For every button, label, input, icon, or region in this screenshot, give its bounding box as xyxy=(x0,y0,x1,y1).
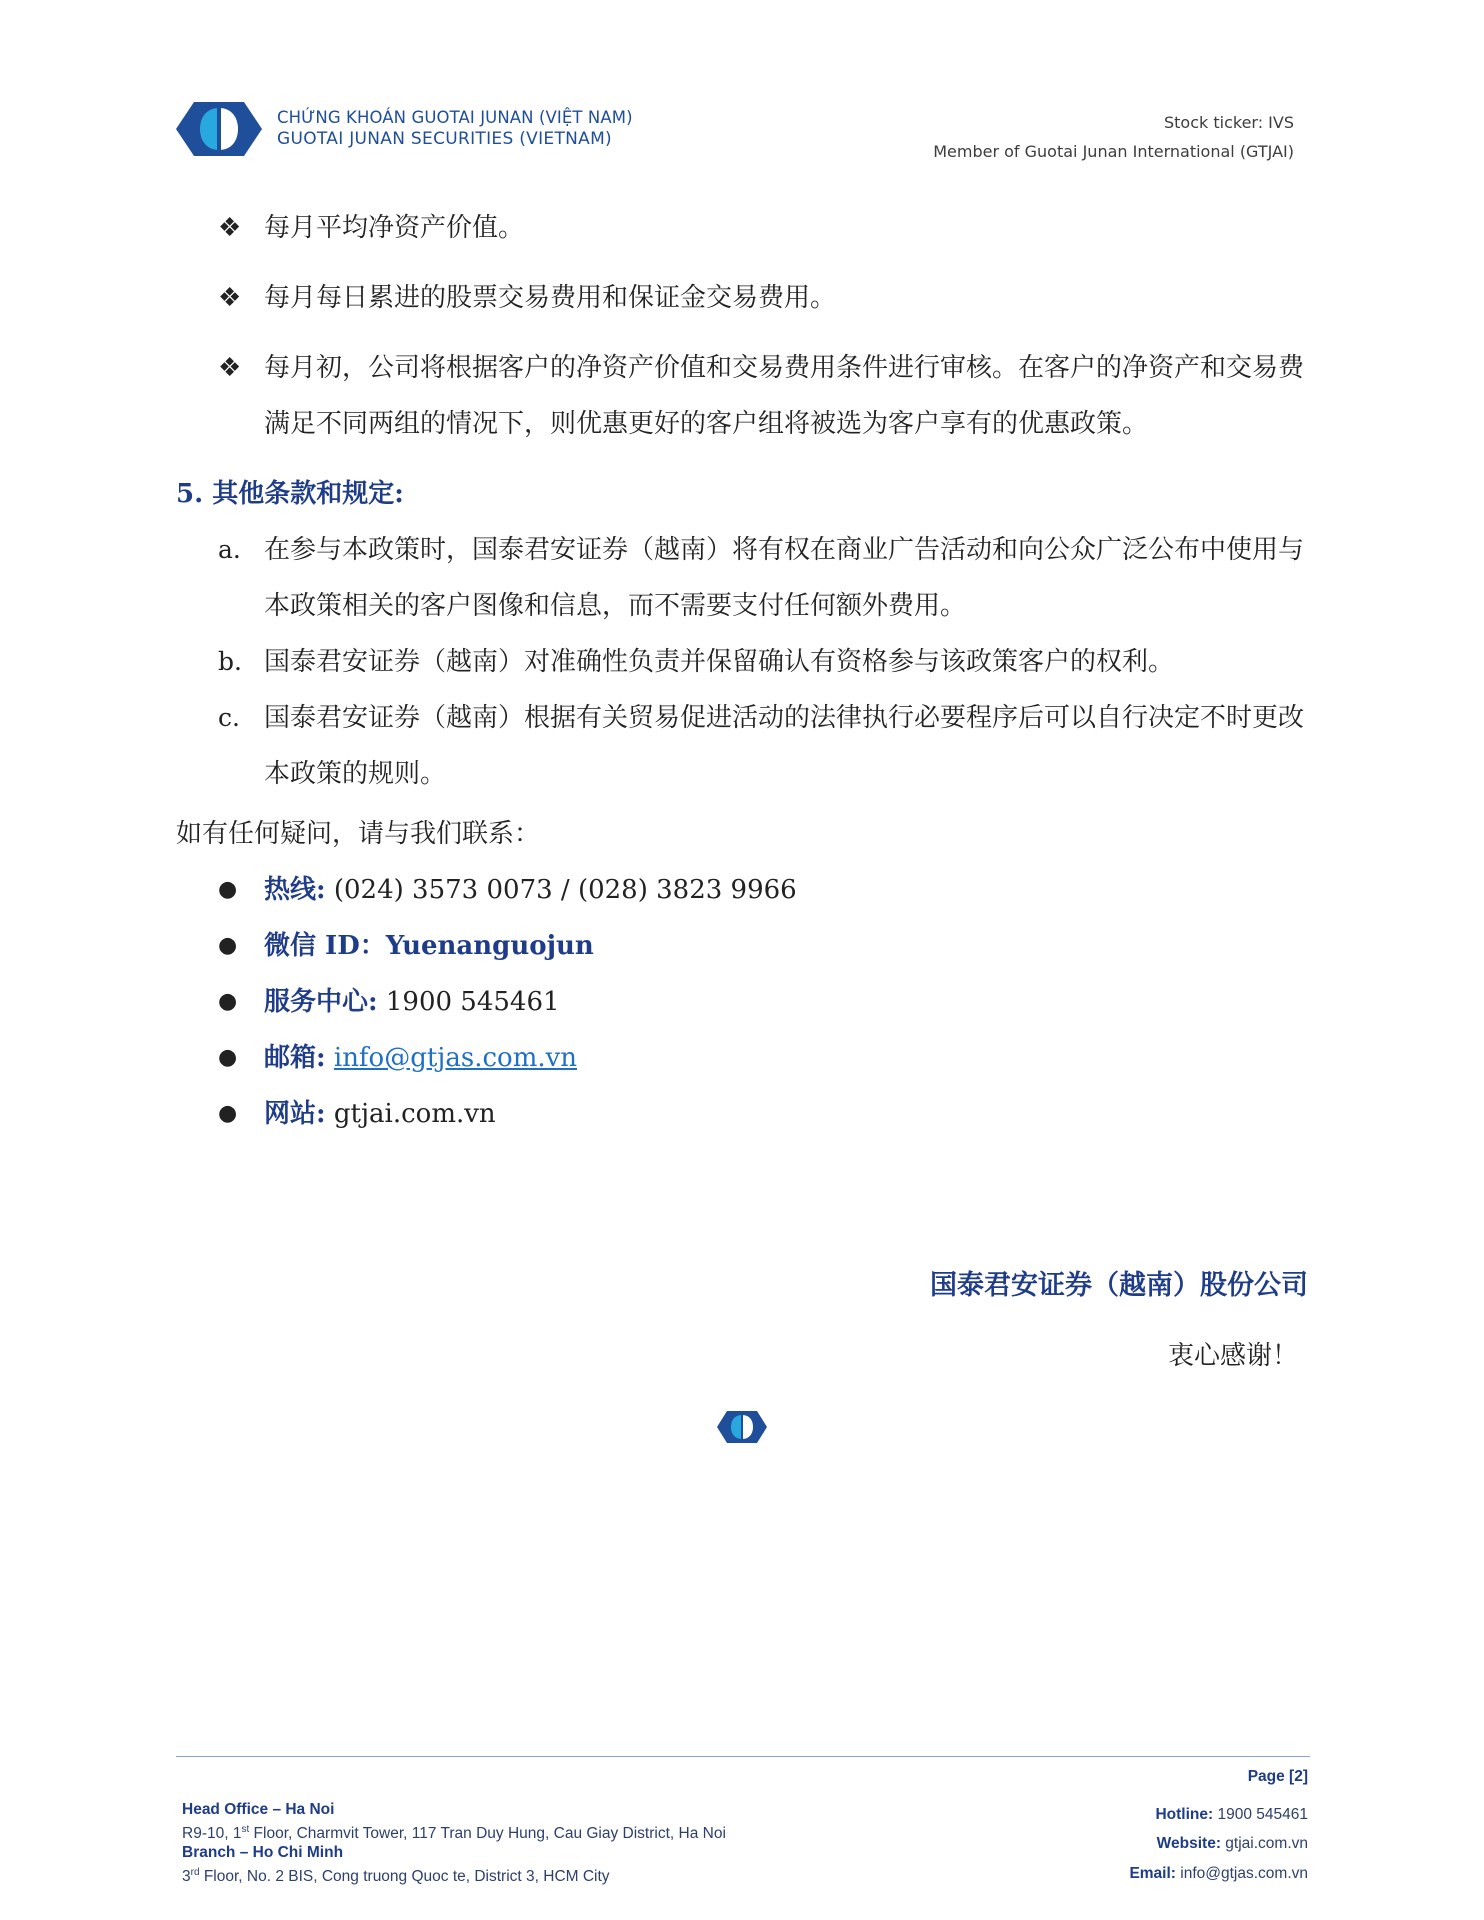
terms-text: 国泰君安证券（越南）根据有关贸易促进活动的法律执行必要程序后可以自行决定不时更改本政策的规则。 xyxy=(264,703,1305,789)
contact-item-website xyxy=(176,1086,1310,1142)
bullet-dot-icon: ● xyxy=(218,989,238,1014)
company-name-vn: CHỨNG KHOÁN GUOTAI JUNAN (VIỆT NAM) xyxy=(277,108,633,127)
branch-address: 3rd Floor, No. 2 BIS, Cong truong Quoc te, District 3, HCM City xyxy=(182,1866,610,1885)
terms-item xyxy=(176,522,1310,634)
signature-company: 国泰君安证券（越南）股份公司 xyxy=(930,1270,1308,1301)
email-link[interactable]: info@gtjas.com.vn xyxy=(333,1043,578,1073)
terms-marker: a. xyxy=(218,535,241,564)
diamond-bullet-icon: ❖ xyxy=(218,213,242,243)
company-name-en: GUOTAI JUNAN SECURITIES (VIETNAM) xyxy=(277,129,612,149)
diamond-bullet-icon: ❖ xyxy=(218,283,242,313)
criteria-text: 每月初，公司将根据客户的净资产价值和交易费用条件进行审核。在客户的净资产和交易费满足不同两组的情况下，则优惠更好的客户组将被选为客户享有的优惠政策。 xyxy=(264,353,1305,439)
member-note: Member of Guotai Junan International (GTJAI) xyxy=(933,142,1294,161)
contact-intro: 如有任何疑问，请与我们联系： xyxy=(176,819,541,849)
contact-value: gtjai.com.vn xyxy=(325,1099,496,1129)
contact-item-service-center xyxy=(176,974,1310,1030)
contact-label: 网站: xyxy=(264,1099,326,1129)
criteria-item xyxy=(176,200,1310,256)
section-title: 5. 其他条款和规定: xyxy=(176,479,404,509)
footer-hotline: Hotline: 1900 545461 xyxy=(1155,1805,1308,1823)
branch-title: Branch – Ho Chi Minh xyxy=(182,1844,344,1862)
footer-addresses xyxy=(182,1800,726,1886)
signature-thanks: 衷心感谢！ xyxy=(1167,1341,1298,1371)
footer-contacts xyxy=(1129,1762,1308,1888)
footer-website: Website: gtjai.com.vn xyxy=(1156,1835,1308,1852)
terms-marker: c. xyxy=(218,703,240,732)
contact-label: 热线: xyxy=(264,875,326,905)
contact-value: Yuenanguojun xyxy=(385,931,594,961)
terms-item xyxy=(176,634,1310,690)
bullet-dot-icon: ● xyxy=(218,1045,238,1070)
page-number: Page [2] xyxy=(1247,1768,1308,1785)
terms-text: 国泰君安证券（越南）对准确性负责并保留确认有资格参与该政策客户的权利。 xyxy=(264,647,1175,677)
footer-email: Email: info@gtjas.com.vn xyxy=(1129,1864,1308,1882)
document-body xyxy=(176,200,1310,1142)
stock-ticker: Stock ticker: IVS xyxy=(1163,113,1294,132)
terms-marker: b. xyxy=(218,647,242,676)
contact-label: 微信 ID： xyxy=(264,931,386,961)
header-meta xyxy=(933,108,1294,166)
diamond-bullet-icon: ❖ xyxy=(218,353,242,383)
contact-item-hotline xyxy=(176,862,1310,918)
contact-item-email xyxy=(176,1030,1310,1086)
contact-label: 邮箱: xyxy=(264,1043,326,1073)
footer-divider xyxy=(176,1756,1310,1757)
company-logo-small xyxy=(717,1410,767,1444)
company-name xyxy=(277,108,633,150)
contact-value: (024) 3573 0073 / (028) 3823 9966 xyxy=(325,875,797,905)
criteria-item xyxy=(176,340,1310,452)
bullet-dot-icon: ● xyxy=(218,1101,238,1126)
contact-label: 服务中心: xyxy=(264,987,378,1017)
contact-value: 1900 545461 xyxy=(377,987,560,1017)
head-office-address: R9-10, 1st Floor, Charmvit Tower, 117 Tran Duy Hung, Cau Giay District, Ha Noi xyxy=(182,1823,726,1842)
terms-item xyxy=(176,690,1310,802)
criteria-item xyxy=(176,270,1310,326)
contact-item-wechat xyxy=(176,918,1310,974)
head-office-title: Head Office – Ha Noi xyxy=(182,1801,335,1818)
bullet-dot-icon: ● xyxy=(218,877,238,902)
criteria-text: 每月平均净资产价值。 xyxy=(264,213,525,243)
bullet-dot-icon: ● xyxy=(218,933,238,958)
criteria-text: 每月每日累进的股票交易费用和保证金交易费用。 xyxy=(264,283,837,313)
company-logo xyxy=(176,100,262,158)
terms-text: 在参与本政策时，国泰君安证券（越南）将有权在商业广告活动和向公众广泛公布中使用与本政策相关的客户图像和信息，而不需要支付任何额外费用。 xyxy=(264,535,1305,621)
